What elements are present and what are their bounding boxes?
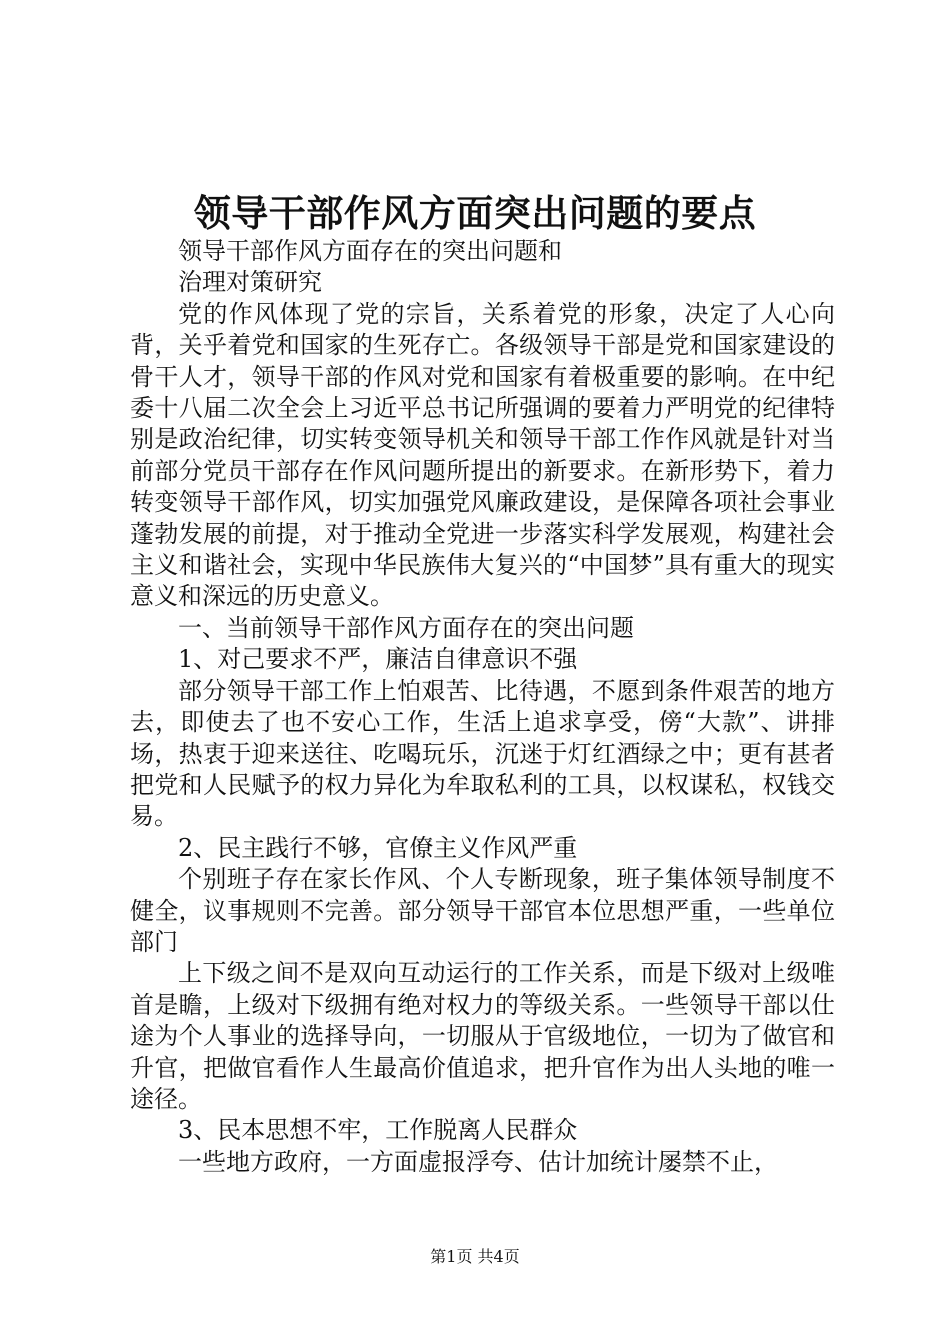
page-footer: 第1页 共4页 [430,1247,520,1266]
paragraph-2: 个别班子存在家长作风、个人专断现象，班子集体领导制度不健全，议事规则不完善。部分领导干部官本位思想严重，一些单位部门 [130,865,835,956]
paragraph-1: 部分领导干部工作上怕艰苦、比待遇，不愿到条件艰苦的地方去，即使去了也不安心工作，生活上追求享受，傍“大款”、讲排场，热衷于迎来送往、吃喝玩乐，沉迷于灯红酒绿之中；更有甚者把党和人民赋予的权力异化为牟取私利的工具，以权谋私，权钱交易。 [130,676,835,831]
subheading-2: 2、民主践行不够，官僚主义作风严重 [178,833,578,862]
subtitle-line-1: 领导干部作风方面存在的突出问题和 [178,237,562,265]
section-heading-1: 一、当前领导干部作风方面存在的突出问题 [178,613,634,642]
subheading-1: 1、对己要求不严，廉洁自律意识不强 [178,645,578,674]
subtitle-line-2: 治理对策研究 [178,268,322,297]
paragraph-intro: 党的作风体现了党的宗旨，关系着党的形象，决定了人心向背，关乎着党和国家的生死存亡。各级领导干部是党和国家建设的骨干人才，领导干部的作风对党和国家有着极重要的影响。在中纪委十八届二次全会上习近平总书记所强调的要着力严明党的纪律特别是政治纪律，切实转变领导机关和领导干部工作作风就是针对当前部分党员干部存在作风问题所提出的新要求。在新形势下，着力转变领导干部作风，切实加强党风廉政建设，是保障各项社会事业蓬勃发展的前提，对于推动全党进一步落实科学发展观，构建社会主义和谐社会，实现中华民族伟大复兴的“中国梦”具有重大的现实意义和深远的历史意义。 [130,299,835,611]
subheading-3: 3、民本思想不牢，工作脱离人民群众 [178,1116,578,1145]
document-title: 领导干部作风方面突出问题的要点 [193,191,757,235]
document-body [130,236,835,1178]
paragraph-3: 上下级之间不是双向互动运行的工作关系，而是下级对上级唯首是瞻，上级对下级拥有绝对权力的等级关系。一些领导干部以仕途为个人事业的选择导向，一切服从于官级地位，一切为了做官和升官，把做官看作人生最高价值追求，把升官作为出人头地的唯一途径。 [130,959,835,1113]
paragraph-4: 一些地方政府，一方面虚报浮夸、估计加统计屡禁不止， [178,1147,778,1176]
